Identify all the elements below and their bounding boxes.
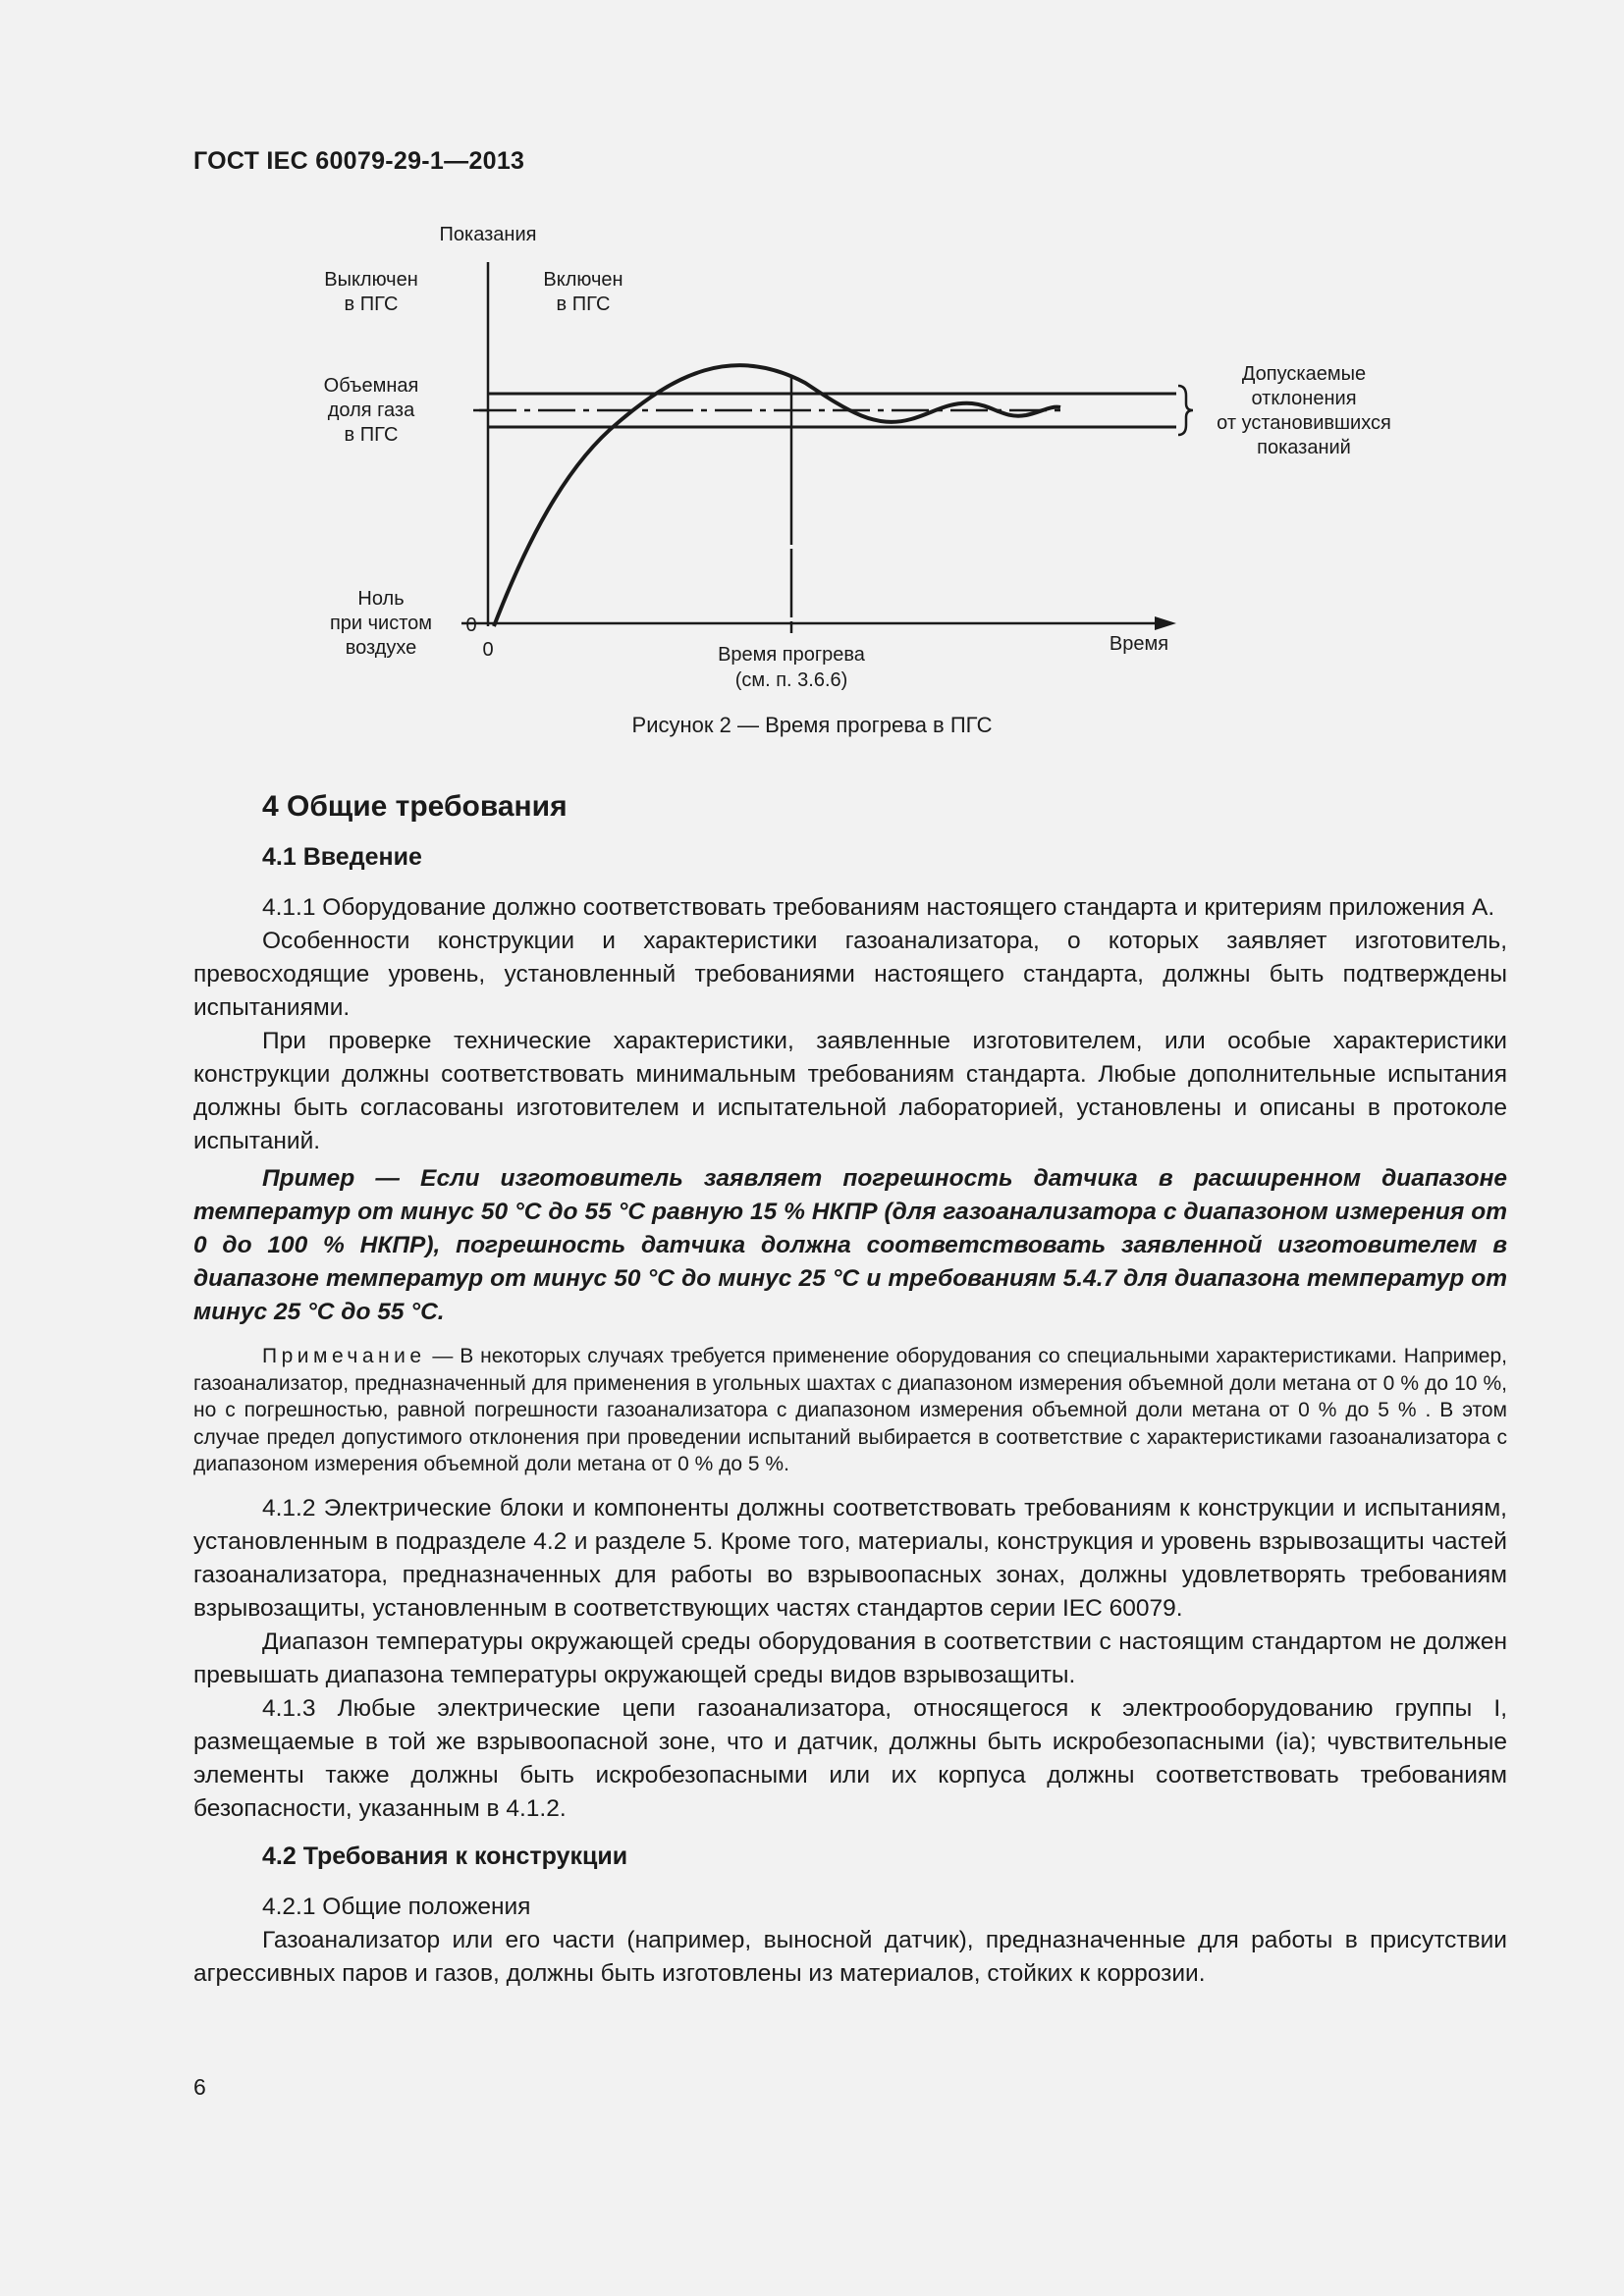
document-body [193, 775, 1507, 1991]
tolerance-label-2: отклонения [1251, 388, 1357, 409]
warmup-label-1: Время прогрева [718, 644, 865, 666]
tolerance-label-3: от установившихся [1217, 412, 1391, 434]
label-on-1: Включен [543, 269, 623, 291]
x-axis-title: Время [1109, 633, 1169, 655]
document-header: ГОСТ IEC 60079-29-1—2013 [193, 147, 525, 175]
note-paragraph [193, 1343, 1507, 1478]
warmup-figure [295, 221, 1404, 702]
paragraph-4-1-2: 4.1.2 Электрические блоки и компоненты должны соответствовать требованиям к конструкции и испытаниям, установленным в подразделе 4.2 и разделе 5. Кроме того, материалы, конструкция и уровень взрывозащиты частей газоанализатора, предназначенных для работы во взрывоопасных зонах, должны удовлетворять требованиям взрывозащиты, установленным в соответствующих частях стандартов серии IEC 60079. [193, 1494, 1507, 1622]
paragraph-corrosion: Газоанализатор или его части (например, выносной датчик), предназначенные для работы в присутствии агрессивных паров и газов, должны быть изготовлены из материалов, стойких к коррозии. [193, 1926, 1507, 1987]
note-text: — В некоторых случаях требуется применение оборудования со специальными характеристиками. Например, газоанализатор, предназначенный для применения в угольных шахтах с диапазоном измерения объемной доли метана от 0 % до 10 %, но с погрешностью, равной погрешности газоанализатора с диапазоном измерения объемной доли метана от 0 % до 5 % . В этом случае предел допустимого отклонения при проведении испытаний выбирается в соответствие с характеристиками газоанализатора с диапазоном измерения объемной доли метана от 0 % до 5 %. [193, 1345, 1507, 1475]
figure-caption: Рисунок 2 — Время прогрева в ПГС [631, 713, 993, 737]
label-zero-1: Ноль [357, 588, 405, 610]
tolerance-label-1: Допускаемые [1241, 363, 1367, 385]
example-paragraph: Пример — Если изготовитель заявляет погрешность датчика в расширенном диапазоне температур от минус 50 °С до 55 °С равную 15 % НКПР (для газоанализатора с диапазоном измерения от 0 до 100 % НКПР), погрешность датчика должна соответствовать заявленной изготовителем в диапазоне температур от минус 50 °С до минус 25 °С и требованиям 5.4.7 для диапазона температур от минус 25 °С до 55 °С. [193, 1165, 1507, 1325]
paragraph-features: Особенности конструкции и характеристики газоанализатора, о которых заявляет изготовитель, превосходящие уровень, установленный требованиями настоящего стандарта, должны быть подтверждены испытаниями. [193, 928, 1507, 1021]
note-label: Примечание [262, 1345, 426, 1367]
label-zero-3: воздухе [345, 637, 417, 659]
x-axis-arrow [1155, 616, 1176, 630]
paragraph-4-2-1: 4.2.1 Общие положения [262, 1893, 531, 1920]
label-volume-3: в ПГС [344, 424, 399, 446]
label-off-2: в ПГС [344, 294, 399, 315]
section-title: 4 Общие требования [262, 790, 568, 823]
label-zero-2: при чистом [329, 613, 433, 634]
paragraph-4-1-1: 4.1.1 Оборудование должно соответствовать требованиям настоящего стандарта и критериям приложения А. [262, 894, 1495, 921]
label-off-1: Выключен [324, 269, 418, 291]
warmup-label-2: (см. п. 3.6.6) [734, 669, 848, 691]
tolerance-label-4: показаний [1257, 437, 1351, 458]
page-number: 6 [193, 2074, 206, 2100]
subsection-4-2-title: 4.2 Требования к конструкции [262, 1842, 628, 1870]
paragraph-verification: При проверке технические характеристики, заявленные изготовителем, или особые характеристики конструкции должны соответствовать минимальным требованиям стандарта. Любые дополнительные испытания должны быть согласованы изготовителем и испытательной лабораторией, установлены и описаны в протоколе испытаний. [193, 1028, 1507, 1154]
tolerance-brace [1178, 386, 1193, 435]
label-volume-1: Объемная [323, 375, 419, 397]
y-axis-title: Показания [439, 224, 537, 245]
paragraph-4-1-3: 4.1.3 Любые электрические цепи газоанализатора, относящегося к электрооборудованию группы I, размещаемые в той же взрывоопасной зоне, что и датчик, должны быть искробезопасными (ia); чувствительные элементы также должны быть искробезопасными или их корпуса должны соответствовать требованиям безопасности, указанным в 4.1.2. [193, 1694, 1507, 1822]
subsection-4-1-title: 4.1 Введение [262, 843, 422, 871]
label-on-2: в ПГС [556, 294, 611, 315]
y-zero-tick: 0 [465, 614, 477, 636]
x-zero-tick: 0 [482, 639, 494, 661]
paragraph-temperature: Диапазон температуры окружающей среды оборудования в соответствии с настоящим стандартом не должен превышать диапазона температуры окружающей среды видов взрывозащиты. [193, 1628, 1507, 1688]
label-volume-2: доля газа [327, 400, 415, 421]
response-curve [494, 365, 1060, 626]
